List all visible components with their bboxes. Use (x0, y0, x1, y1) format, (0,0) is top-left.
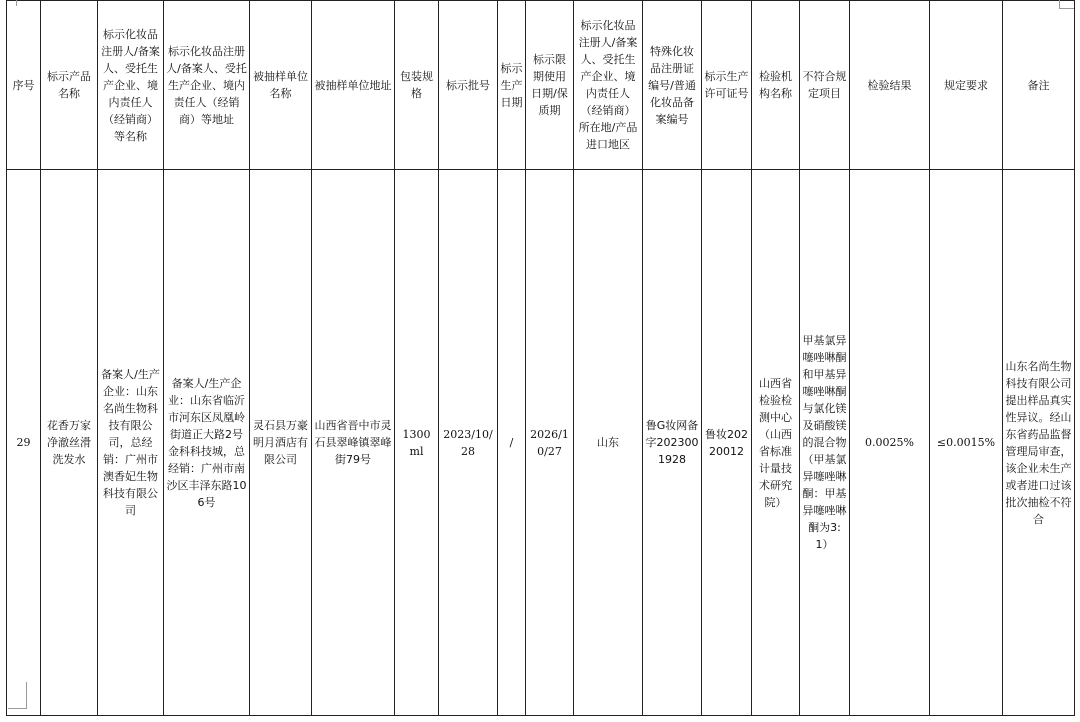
cell-registration-no: 鲁G妆网备字2023001928 (643, 170, 702, 716)
header-sampled-address: 被抽样单位地址 (312, 1, 395, 170)
cell-result: 0.0025% (850, 170, 930, 716)
header-region: 标示化妆品注册人/备案人、受托生产企业、境内责任人（经销商）所在地/产品进口地区 (574, 1, 643, 170)
cell-enterprise-name: 备案人/生产企业：山东名尚生物科技有限公司，总经销：广州市澳香妃生物科技有限公司 (98, 170, 164, 716)
header-batch: 标示批号 (439, 1, 498, 170)
header-nonconforming-item: 不符合规定项目 (800, 1, 850, 170)
header-requirement: 规定要求 (930, 1, 1003, 170)
cell-expiry: 2026/10/27 (526, 170, 574, 716)
header-seq: 序号 (7, 1, 41, 170)
header-inspection-org: 检验机构名称 (752, 1, 800, 170)
header-result: 检验结果 (850, 1, 930, 170)
cell-license-no: 鲁妆20220012 (702, 170, 752, 716)
table-row (7, 170, 1075, 716)
inspection-table (6, 0, 1075, 716)
crop-mark-top-right (1059, 0, 1074, 9)
cell-inspection-org: 山西省检验检测中心（山西省标准计量技术研究院） (752, 170, 800, 716)
header-sampled-unit: 被抽样单位名称 (250, 1, 312, 170)
cell-product-name: 花香万家净澈丝滑洗发水 (41, 170, 98, 716)
header-remark: 备注 (1003, 1, 1075, 170)
cell-sampled-unit: 灵石县万豪明月酒店有限公司 (250, 170, 312, 716)
crop-mark-bottom-left (8, 682, 27, 709)
cell-nonconforming-item: 甲基氯异噻唑啉酮和甲基异噻唑啉酮与氯化镁及硝酸镁的混合物（甲基氯异噻唑啉酮：甲基异噻唑啉酮为3:1） (800, 170, 850, 716)
document-page (6, 0, 1074, 716)
cell-region: 山东 (574, 170, 643, 716)
cell-requirement: ≤0.0015% (930, 170, 1003, 716)
header-enterprise-address: 标示化妆品注册人/备案人、受托生产企业、境内责任人（经销商）等地址 (164, 1, 250, 170)
cell-enterprise-address: 备案人/生产企业：山东省临沂市河东区凤凰岭街道正大路2号金科科技城，总经销：广州市南沙区丰泽东路106号 (164, 170, 250, 716)
header-license-no: 标示生产许可证号 (702, 1, 752, 170)
header-expiry: 标示限期使用日期/保质期 (526, 1, 574, 170)
header-package: 包装规格 (395, 1, 439, 170)
table-header-row (7, 1, 1075, 170)
header-registration-no: 特殊化妆品注册证编号/普通化妆品备案编号 (643, 1, 702, 170)
header-production-date: 标示生产日期 (498, 1, 526, 170)
header-enterprise-name: 标示化妆品注册人/备案人、受托生产企业、境内责任人（经销商）等名称 (98, 1, 164, 170)
cell-batch: 2023/10/28 (439, 170, 498, 716)
cell-remark: 山东名尚生物科技有限公司提出样品真实性异议。经山东省药品监督管理局审查，该企业未生产或者进口过该批次抽检不符合 (1003, 170, 1075, 716)
cell-seq: 29 (7, 170, 41, 716)
cell-package: 1300 ml (395, 170, 439, 716)
header-product-name: 标示产品名称 (41, 1, 98, 170)
crop-mark-top-left (6, 0, 17, 6)
cell-production-date: / (498, 170, 526, 716)
cell-sampled-address: 山西省晋中市灵石县翠峰镇翠峰街79号 (312, 170, 395, 716)
